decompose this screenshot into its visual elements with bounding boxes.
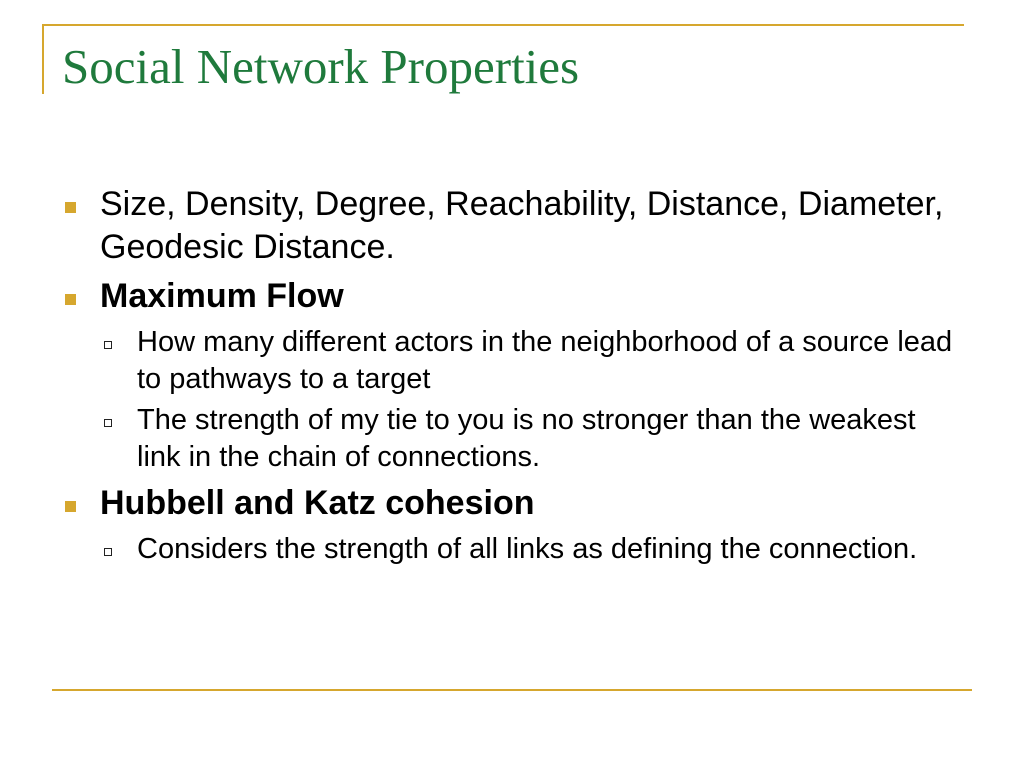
sub-bullet-item [100,402,962,476]
hollow-square-bullet-icon [104,548,112,556]
bullet-text: Hubbell and Katz cohesion [100,484,535,522]
slide-title: Social Network Properties [62,39,580,94]
bullet-text: Size, Density, Degree, Reachability, Distance, Diameter, Geodesic Distance. [100,185,944,266]
filled-square-bullet-icon [65,294,76,305]
hollow-square-bullet-icon [104,341,112,349]
top-rule [42,24,964,26]
bullet-text: Maximum Flow [100,277,344,315]
bottom-rule [52,689,972,691]
filled-square-bullet-icon [65,501,76,512]
sub-bullet-text: The strength of my tie to you is no stronger than the weakest link in the chain of connections. [137,404,916,473]
bullet-item [62,183,962,269]
sub-bullet-text: How many different actors in the neighborhood of a source lead to pathways to a target [137,326,953,395]
sub-bullet-text: Considers the strength of all links as defining the connection. [137,533,918,565]
bullet-item [62,482,962,525]
sub-bullet-item [100,531,962,568]
filled-square-bullet-icon [65,202,76,213]
left-rule [42,24,44,94]
bullet-item [62,275,962,318]
sub-bullet-item [100,324,962,398]
sub-bullet-list [100,324,962,476]
bullet-list [62,183,962,574]
hollow-square-bullet-icon [104,419,112,427]
sub-bullet-list [100,531,962,568]
